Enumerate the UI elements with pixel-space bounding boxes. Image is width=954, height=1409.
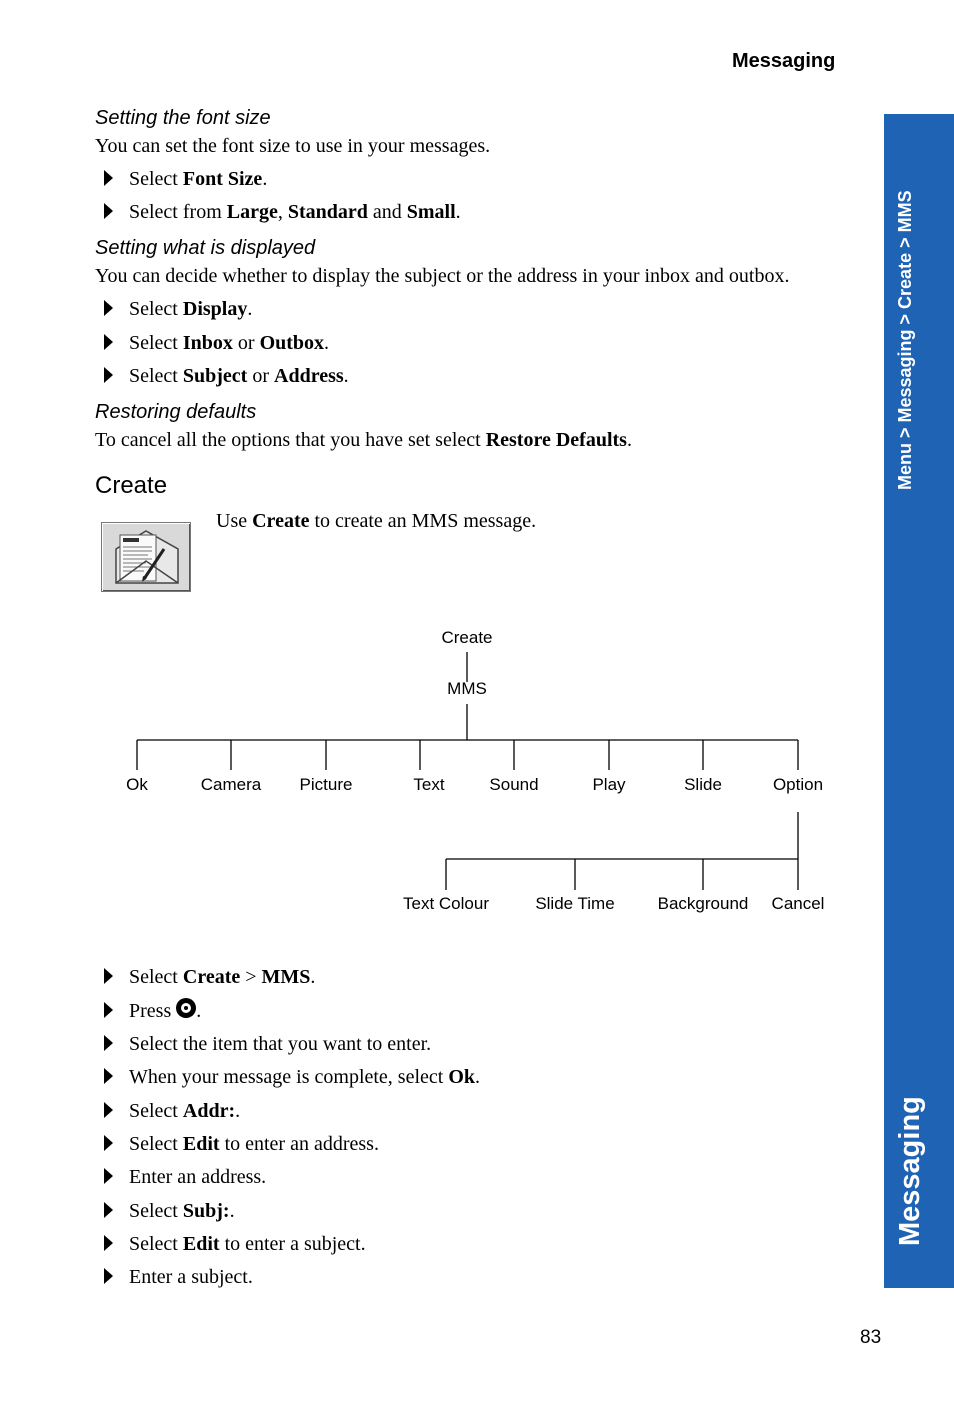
step-arrow-icon bbox=[104, 1235, 113, 1251]
step-arrow-icon bbox=[104, 1168, 113, 1184]
step-2: Press . bbox=[104, 998, 201, 1024]
page-number: 83 bbox=[860, 1327, 882, 1348]
tree-node-text-colour: Text Colour bbox=[403, 894, 489, 913]
displayed-step-2: Select Inbox or Outbox. bbox=[104, 330, 329, 356]
step-6: Select Edit to enter an address. bbox=[104, 1131, 379, 1157]
step-arrow-icon bbox=[104, 1068, 113, 1084]
font-size-step-1: Select Font Size. bbox=[104, 166, 267, 192]
step-arrow-icon bbox=[104, 968, 113, 984]
tree-node-slide-time: Slide Time bbox=[535, 894, 615, 913]
step-9: Select Edit to enter a subject. bbox=[104, 1231, 366, 1257]
tree-node-camera: Camera bbox=[200, 775, 262, 794]
displayed-step-1: Select Display. bbox=[104, 296, 252, 322]
step-arrow-icon bbox=[104, 1102, 113, 1118]
step-1: Select Create > MMS. bbox=[104, 964, 315, 990]
page-header: Messaging bbox=[732, 50, 836, 72]
displayed-heading: Setting what is displayed bbox=[95, 237, 316, 259]
font-size-heading: Setting the font size bbox=[95, 107, 271, 129]
tree-node-mms: MMS bbox=[447, 679, 487, 698]
tree-node-slide: Slide bbox=[684, 775, 722, 794]
side-title: Messaging bbox=[894, 1096, 926, 1246]
font-size-step-2: Select from Large, Standard and Small. bbox=[104, 199, 461, 225]
tree-node-create: Create bbox=[441, 628, 493, 647]
tree-node-sound: Sound bbox=[489, 775, 539, 794]
navigation-key-icon bbox=[176, 998, 196, 1018]
step-7: Enter an address. bbox=[104, 1164, 266, 1190]
tree-node-ok: Ok bbox=[126, 775, 148, 794]
tree-node-play: Play bbox=[592, 775, 626, 794]
step-arrow-icon bbox=[104, 1202, 113, 1218]
step-arrow-icon bbox=[104, 1268, 113, 1284]
step-3: Select the item that you want to enter. bbox=[104, 1031, 431, 1057]
restoring-text: To cancel all the options that you have set select Restore Defaults. bbox=[95, 429, 632, 451]
tree-node-background: Background bbox=[657, 894, 749, 913]
side-breadcrumb: Menu > Messaging > Create > MMS bbox=[895, 190, 915, 490]
step-5: Select Addr:. bbox=[104, 1098, 240, 1124]
tree-node-cancel: Cancel bbox=[771, 894, 825, 913]
step-arrow-icon bbox=[104, 1135, 113, 1151]
step-4: When your message is complete, select Ok. bbox=[104, 1064, 480, 1090]
create-intro: Use Create to create an MMS message. bbox=[216, 510, 537, 532]
displayed-step-3: Select Subject or Address. bbox=[104, 363, 349, 389]
tree-node-text: Text bbox=[413, 775, 445, 794]
step-10: Enter a subject. bbox=[104, 1264, 253, 1290]
step-arrow-icon bbox=[104, 1002, 113, 1018]
create-heading: Create bbox=[95, 472, 168, 499]
restoring-heading: Restoring defaults bbox=[95, 401, 257, 423]
font-size-intro: You can set the font size to use in your messages. bbox=[95, 135, 491, 157]
displayed-intro: You can decide whether to display the subject or the address in your inbox and outbox. bbox=[95, 265, 790, 287]
tree-node-option: Option bbox=[772, 775, 824, 794]
tree-node-picture: Picture bbox=[299, 775, 353, 794]
step-8: Select Subj:. bbox=[104, 1198, 235, 1224]
step-arrow-icon bbox=[104, 1035, 113, 1051]
